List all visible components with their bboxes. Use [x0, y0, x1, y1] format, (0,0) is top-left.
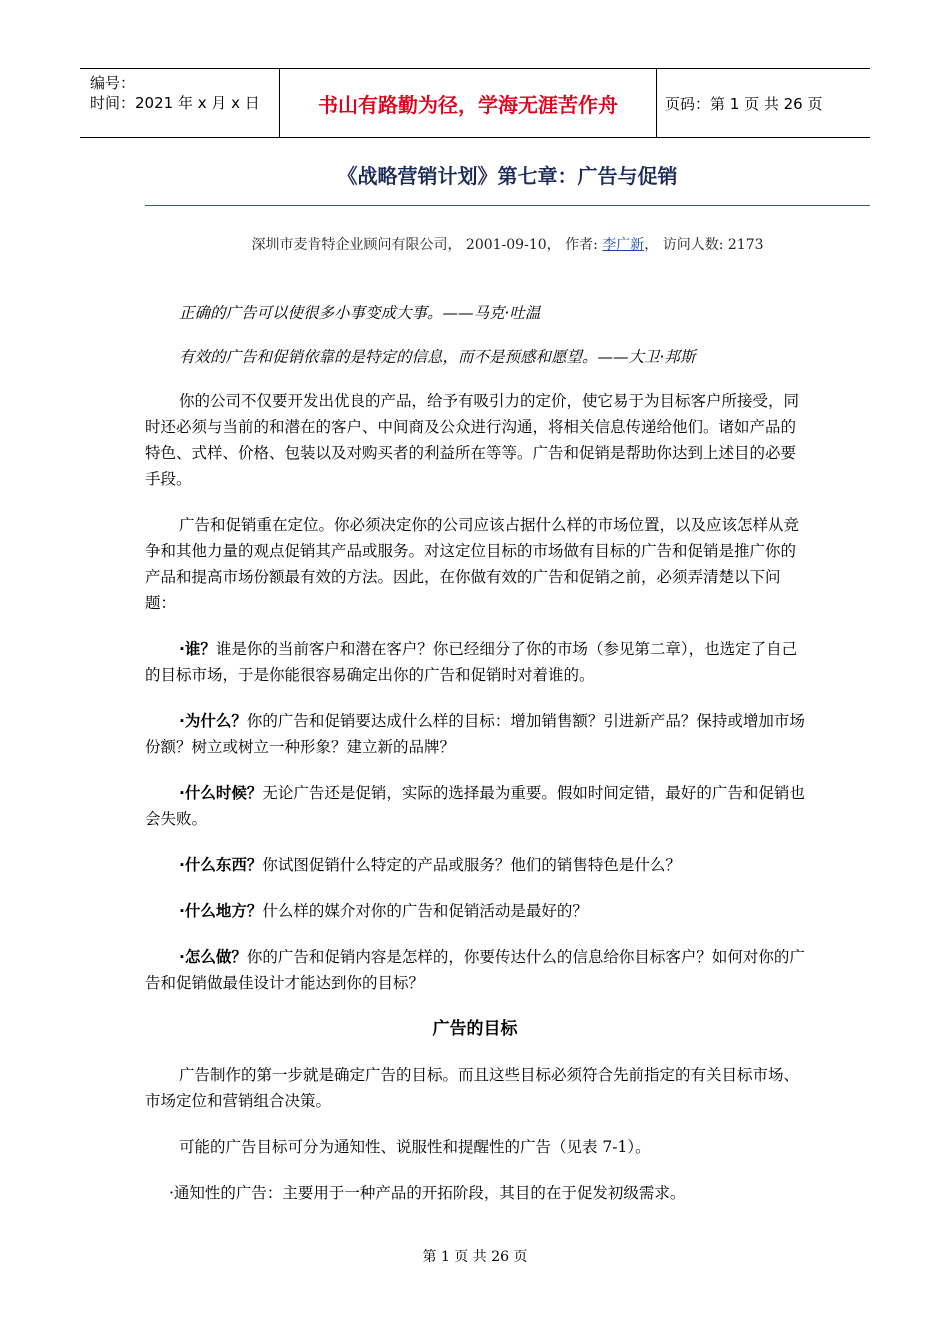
meta-suffix: ， 访问人数: 2173: [644, 237, 764, 253]
question-label: ·什么时候？: [179, 784, 263, 802]
question-label: ·什么东西？: [179, 856, 263, 874]
question-label: ·什么地方？: [179, 902, 263, 920]
quote: 有效的广告和促销依靠的是特定的信息，而不是预感和愿望。——大卫·邦斯: [179, 348, 696, 366]
question-text: 你的广告和促销内容是怎样的，你要传达什么的信息给你目标客户？如何对你的广告和促销做最佳设计才能达到你的目标？: [145, 948, 805, 992]
question-item: [145, 944, 805, 996]
question-label: ·怎么做？: [179, 948, 247, 966]
body-paragraph: 广告和促销重在定位。你必须决定你的公司应该占据什么样的市场位置，以及应该怎样从竞争和其他力量的观点促销其产品或服务。对这定位目标的市场做有目标的广告和促销是推广你的产品和提高市场份额最有效的方法。因此，在你做有效的广告和促销之前，必须弄清楚以下问题：: [145, 516, 800, 612]
page-title: 《战略营销计划》第七章：广告与促销: [337, 164, 678, 188]
meta-prefix: 深圳市麦肯特企业顾问有限公司， 2001-09-10， 作者:: [251, 237, 603, 253]
article-body: [145, 300, 805, 1226]
body-paragraph: 你的公司不仅要开发出优良的产品，给予有吸引力的定价，使它易于为目标客户所接受，同时还必须与当前的和潜在的客户、中间商及公众进行沟通，将相关信息传递给他们。诸如产品的特色、式样、价格、包装以及对购买者的利益所在等等。广告和促销是帮助你达到上述目的必要手段。: [145, 392, 800, 488]
question-text: 你试图促销什么特定的产品或服务？他们的销售特色是什么？: [262, 856, 681, 874]
title-divider: [145, 205, 870, 206]
header-page-info: 页码：第 1 页 共 26 页: [665, 94, 823, 113]
document-number-label: 编号：: [90, 74, 136, 92]
question-item: [145, 636, 805, 688]
header-left-cell: [80, 69, 280, 137]
document-time-label: 时间：2021 年 x 月 x 日: [90, 94, 260, 112]
article-meta: [145, 234, 870, 254]
quote: 正确的广告可以使很多小事变成大事。——马克·吐温: [179, 304, 541, 322]
header-motto: 书山有路勤为径，学海无涯苦作舟: [280, 69, 657, 137]
question-text: 你的广告和促销要达成什么样的目标：增加销售额？引进新产品？保持或增加市场份额？树立或树立一种形象？建立新的品牌？: [145, 712, 805, 756]
question-item: [145, 852, 805, 878]
question-text: 无论广告还是促销，实际的选择最为重要。假如时间定错，最好的广告和促销也会失败。: [145, 784, 805, 828]
question-item: [145, 708, 805, 760]
bullet-paragraph: ·通知性的广告：主要用于一种产品的开拓阶段，其目的在于促发初级需求。: [169, 1184, 686, 1202]
header-table: [80, 68, 870, 138]
question-label: ·为什么？: [179, 712, 247, 730]
body-paragraph: 广告制作的第一步就是确定广告的目标。而且这些目标必须符合先前指定的有关目标市场、市场定位和营销组合决策。: [145, 1066, 800, 1110]
section-heading: 广告的目标: [432, 1019, 518, 1039]
question-item: [145, 898, 805, 924]
body-paragraph: 可能的广告目标可分为通知性、说服性和提醒性的广告（见表 7-1）。: [179, 1138, 651, 1156]
question-text: 谁是你的当前客户和潜在客户？你已经细分了你的市场（参见第二章），也选定了自己的目标市场，于是你能很容易确定出你的广告和促销时对着谁的。: [145, 640, 798, 684]
question-label: ·谁？: [179, 640, 216, 658]
page-footer: 第 1 页 共 26 页: [422, 1249, 528, 1265]
author-link[interactable]: 李广新: [602, 237, 645, 253]
question-item: [145, 780, 805, 832]
question-text: 什么样的媒介对你的广告和促销活动是最好的？: [262, 902, 588, 920]
